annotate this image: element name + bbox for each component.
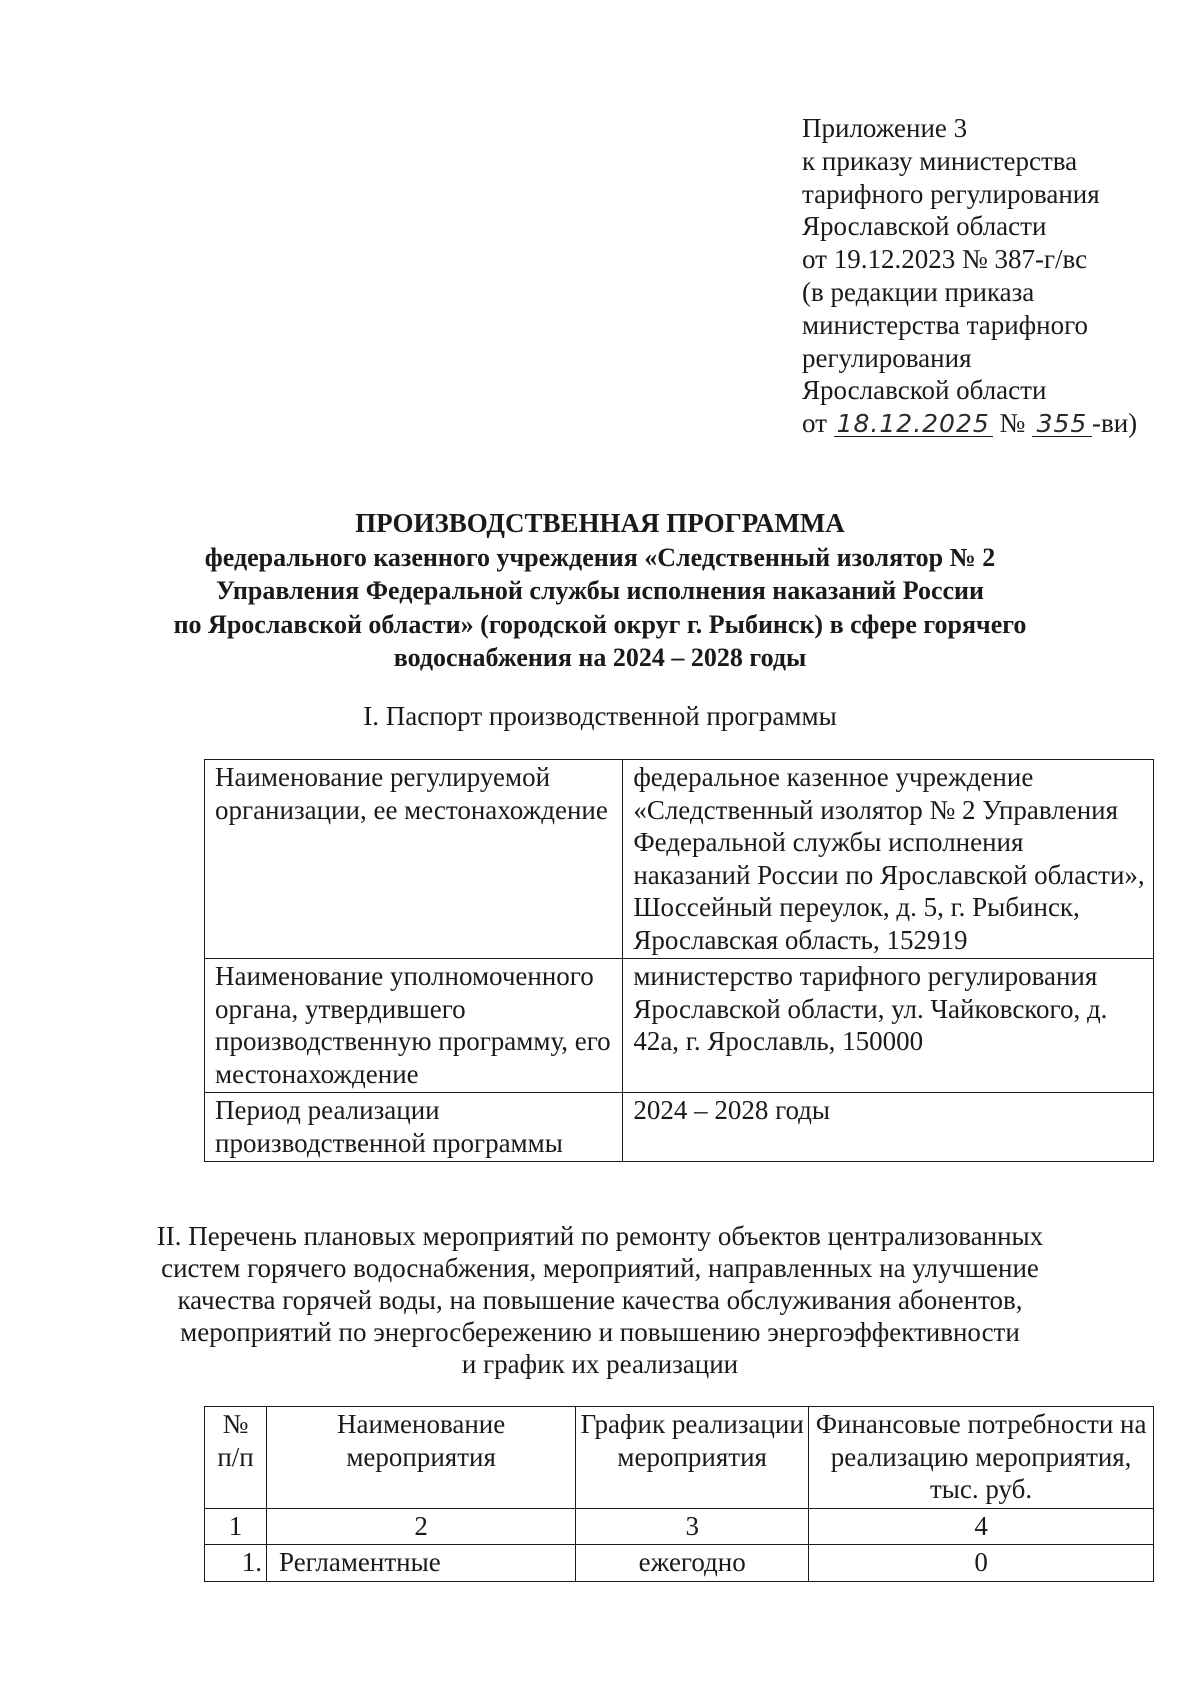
table-row [205,1545,1154,1582]
passport-value: министерство тарифного регулирования Ярославской области, ул. Чайковского, д. 42а, г. Ярославль, 150000 [623,959,1154,1093]
event-name: Регламентные [267,1545,576,1582]
column-header: Наименование мероприятия [267,1407,576,1509]
table-row [205,760,1154,959]
table-row [205,1093,1154,1162]
passport-label: Наименование уполномоченного органа, утвердившего производственную программу, его местонахождение [205,959,623,1093]
passport-value: 2024 – 2028 годы [623,1093,1154,1162]
events-table [204,1406,1154,1582]
table-row [205,959,1154,1093]
section2-heading-line: II. Перечень плановых мероприятий по ремонту объектов централизованных [156,1221,1044,1251]
section2-heading-line: систем горячего водоснабжения, мероприятий, направленных на улучшение [161,1253,1039,1283]
title-line: Управления Федеральной службы исполнения наказаний России [215,576,985,605]
title-line: по Ярославской области» (городской округ г. Рыбинск) в сфере горячего [173,609,1027,639]
column-header: № п/п [205,1407,267,1509]
column-number: 3 [576,1508,809,1545]
column-number: 1 [205,1508,267,1545]
appendix-line: (в редакции приказа [802,276,1035,307]
appendix-block [802,112,1137,440]
appendix-line: тарифного регулирования [802,178,1100,209]
title-line: федерального казенного учреждения «Следственный изолятор № 2 [204,542,996,572]
program-title [0,507,1200,675]
column-header: График реализации мероприятия [576,1407,809,1509]
event-cost: 0 [809,1545,1154,1582]
title-main: ПРОИЗВОДСТВЕННАЯ ПРОГРАММА [355,508,845,538]
appendix-line: Ярославской области [802,375,1047,406]
appendix-line: от 19.12.2023 № 387-г/вс [802,244,1088,275]
passport-value: федеральное казенное учреждение «Следственный изолятор № 2 Управления Федеральной службы исполнения наказаний России по Ярославской области», Шоссейный переулок, д. 5, г. Рыбинск, Ярославская область, 152919 [623,760,1154,959]
event-schedule: ежегодно [576,1545,809,1582]
section2-heading-line: и график их реализации [461,1349,739,1379]
section2-heading [0,1220,1200,1380]
appendix-last-line [802,407,1137,440]
appendix-line: министерства тарифного [802,309,1089,340]
handwritten-date: 18.12.2025 [834,412,993,437]
appendix-line: к приказу министерства [802,145,1078,176]
appendix-suffix: -ви) [1091,408,1138,439]
section2-heading-line: качества горячей воды, на повышение качества обслуживания абонентов, [177,1285,1023,1315]
column-number-row [205,1508,1154,1545]
handwritten-number: 355 [1032,412,1092,437]
title-line: водоснабжения на 2024 – 2028 годы [393,643,807,672]
row-number: 1. [205,1545,267,1582]
section2-heading-line: мероприятий по энергосбережению и повышению энергоэффективности [180,1317,1020,1347]
section1-heading: I. Паспорт производственной программы [363,701,837,731]
passport-label: Период реализации производственной программы [205,1093,623,1162]
appendix-line: Ярославской области [802,211,1047,242]
column-header: Финансовые потребности на реализацию мероприятия, тыс. руб. [809,1407,1154,1509]
appendix-line: Приложение 3 [802,113,968,143]
appendix-from-label: от [802,408,827,439]
table-header-row [205,1407,1154,1509]
column-number: 4 [809,1508,1154,1545]
column-number: 2 [267,1508,576,1545]
passport-table [204,759,1154,1162]
passport-label: Наименование регулируемой организации, ее местонахождение [205,760,623,959]
number-sign: № [999,408,1026,439]
appendix-line: регулирования [802,342,972,373]
